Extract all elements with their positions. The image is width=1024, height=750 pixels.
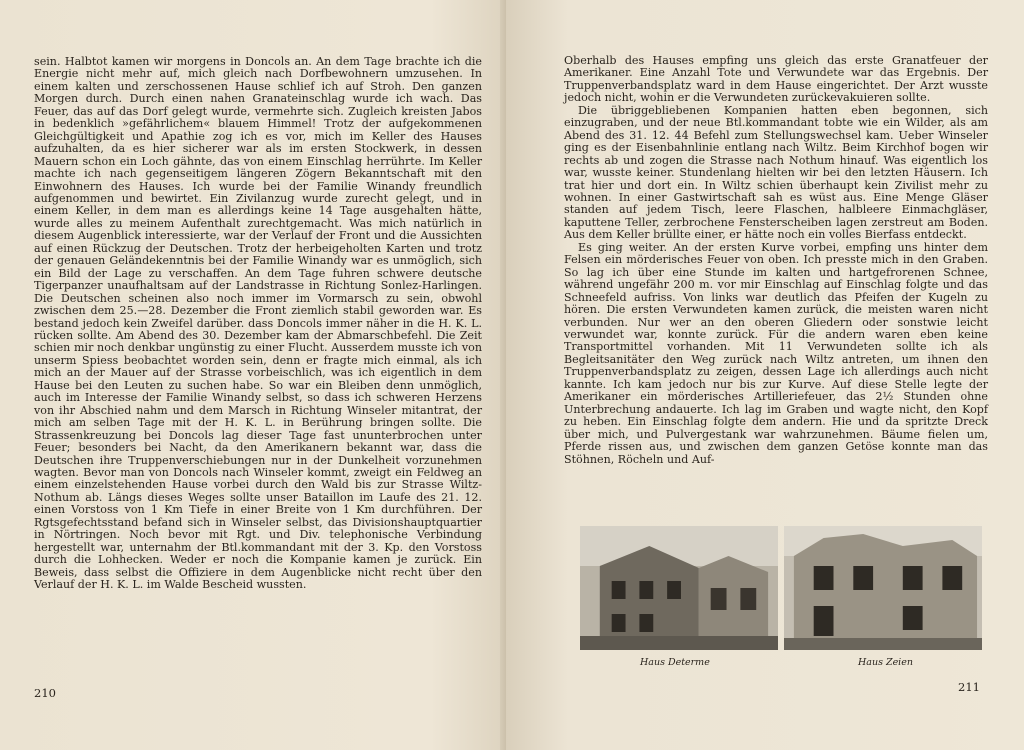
photo-strip	[580, 526, 982, 650]
paragraph: sein. Halbtot kamen wir morgens in Doncols an. An dem Tage brachte ich die Energie nicht mehr auf, mich gleich nach Dorfbewohnern umzusehen. In einem kalten und zerschossenen Hause schlief ich auf Stroh. Den ganzen Morgen durch. Durch einen nahen Granateinschlag wurde ich wach. Das Feuer, das auf das Dorf gelegt wurde, vermehrte sich. Zugleich kreisten Jabos in bedenklich »gefährlichem« blauem Himmel! Trotz der aufgekommenen Gleichgültigkeit und Apathie zog ich es vor, mich im Keller des Hauses aufzuhalten, da es hier sicherer war als im ersten Stockwerk, in dessen Mauern schon ein Loch gähnte, das von einem Einschlag herrührte. Im Keller machte ich nach gegenseitigem längeren Zögern Bekanntschaft mit den Einwohnern des Hauses. Ich wurde bei der Familie Winandy freundlich aufgenommen und bewirtet. Ein Zivilanzug wurde zurecht gelegt, und in einem Keller, in dem man es allerdings keine 14 Tage ausgehalten hätte, wurde alles zu meinem Aufenthalt zurechtgemacht. Was mich natürlich in diesem Augenblick interessierte, war der Verlauf der Front und die Aussichten auf einen Rückzug der Deutschen. Trotz der herbeigeholten Karten und trotz der genauen Geländekenntnis bei der Familie Winandy war es unmöglich, sich ein Bild der Lage zu verschaffen. An dem Tage fuhren schwere deutsche Tigerpanzer unaufhaltsam auf der Landstrasse in Richtung Sonlez-Harlingen. Die Deutschen scheinen also noch immer im Vormarsch zu sein, obwohl zwischen dem 25.—28. Dezember die Front ziemlich stabil geworden war. Es bestand jedoch kein Zweifel darüber. dass Doncols immer näher in die H. K. L. rücken sollte. Am Abend des 30. Dezember kam der Abmarschbefehl. Die Zeit schien mir noch denkbar ungünstig zu einer Flucht. Ausserdem musste ich von unserm Spiess beobachtet worden sein, denn er fragte mich einmal, als ich mich an der Mauer auf der Strasse vorbeischlich, was ich eigentlich in dem Hause bei den Leuten zu suchen habe. So war ein Bleiben denn unmöglich, auch im Interesse der Familie Winandy selbst, so dass ich schweren Herzens von ihr Abschied nahm und dem Marsch in Richtung Winseler mitantrat, der mich am selben Tage mit der H. K. L. in Berührung bringen sollte. Die Strassenkreuzung bei Doncols lag dieser Tage fast ununterbrochen unter Feuer; besonders bei Nacht, da den Amerikanern bekannt war, dass die Deutschen ihre Truppenverschiebungen nur in der Dunkelheit vorzunehmen wagten. Bevor man von Doncols nach Winseler kommt, zweigt ein Feldweg an einem einzelstehenden Hause vorbei durch den Wald bis zur Strasse Wiltz-Nothum ab. Längs dieses Weges sollte unser Bataillon im Laufe des 21. 12. einen Vorstoss von 1 Km Tiefe in einer Breite von 1 Km durchführen. Der Rgtsgefechtsstand befand sich in Winseler selbst, das Divisionshauptquartier in Nörtringen. Noch bevor mit Rgt. und Div. telephonische Verbindung hergestellt war, unternahm der Btl.kommandant mit der 3. Kp. den Vorstoss durch die Lohhecken. Weder er noch die Kompanie kamen je zurück. Ein Beweis, dass selbst die Offiziere in dem Augenblicke nicht recht über den Verlauf der H. K. L. im Walde Bescheid wussten.	[34, 55, 482, 592]
paragraph: Oberhalb des Hauses empfing uns gleich das erste Granatfeuer der Amerikaner. Eine Anzahl Tote und Verwundete war das Ergebnis. Der Truppenverbandsplatz ward in dem Hause eingerichtet. Der Arzt wusste jedoch nicht, wohin er die Verwundeten zurückevakuieren sollte.	[564, 54, 988, 105]
photo-caption-right: Haus Zeien	[858, 657, 913, 668]
photo-caption-left: Haus Determe	[640, 657, 710, 668]
page-number-left: 210	[34, 686, 56, 700]
photo-ruined-house-left	[580, 526, 778, 650]
left-page	[0, 0, 506, 750]
right-page	[506, 0, 1024, 750]
right-page-text	[564, 55, 988, 466]
paragraph: Es ging weiter. An der ersten Kurve vorbei, empfing uns hinter dem Felsen ein mörderisches Feuer von oben. Ich presste mich in den Graben. So lag ich über eine Stunde im kalten und hartgefrorenen Schnee, während ungefähr 200 m. vor mir Einschlag auf Einschlag folgte und das Schneefeld aufriss. Von links war deutlich das Pfeifen der Kugeln zu hören. Die ersten Verwundeten kamen zurück, die meisten waren nicht verbunden. Nur wer an den oberen Gliedern oder sonstwie leicht verwundet war, konnte zurück. Für die andern waren eben keine Transportmittel vorhanden. Mit 11 Verwundeten sollte ich als Begleitsanitäter den Weg zurück nach Wiltz antreten, um ihnen den Truppenverbandsplatz zu zeigen, dessen Lage ich allerdings auch nicht kannte. Ich kam jedoch nur bis zur Kurve. Auf diese Stelle legte der Amerikaner ein mörderisches Artilleriefeuer, das 2½ Stunden ohne Unterbrechung andauerte. Ich lag im Graben und wagte nicht, den Kopf zu heben. Ein Einschlag folgte dem andern. Hie und da spritzte Dreck über mich, und Pulvergestank war wahrzunehmen. Bäume fielen um, Pferde rissen aus, und zwischen dem ganzen Getöse konnte man das Stöhnen, Röcheln und Auf-	[564, 240, 988, 466]
paragraph: Die übriggebliebenen Kompanien hatten eben begonnen, sich einzugraben, und der neue Btl.kommandant tobte wie ein Wilder, als am Abend des 31. 12. 44 Befehl zum Stellungswechsel kam. Ueber Winseler ging es der Eisenbahnlinie entlang nach Wiltz. Beim Kirchhof bogen wir rechts ab und zogen die Strasse nach Nothum hinauf. Was eigentlich los war, wusste keiner. Stundenlang hielten wir bei den letzten Häusern. Ich trat hier und dort ein. In Wiltz schien überhaupt kein Zivilist mehr zu wohnen. In einer Gastwirtschaft sah es wüst aus. Eine Menge Gläser standen auf jedem Tisch, leere Flaschen, halbleere Einmachgläser, kaputtene Teller, zerbrochene Fensterscheiben lagen zerstreut am Boden. Aus dem Keller brüllte einer, er hätte noch ein volles Bierfass entdeckt.	[564, 103, 988, 242]
left-page-text	[34, 56, 482, 591]
photo-ruined-house-right	[784, 526, 982, 650]
page-number-right: 211	[958, 680, 980, 694]
